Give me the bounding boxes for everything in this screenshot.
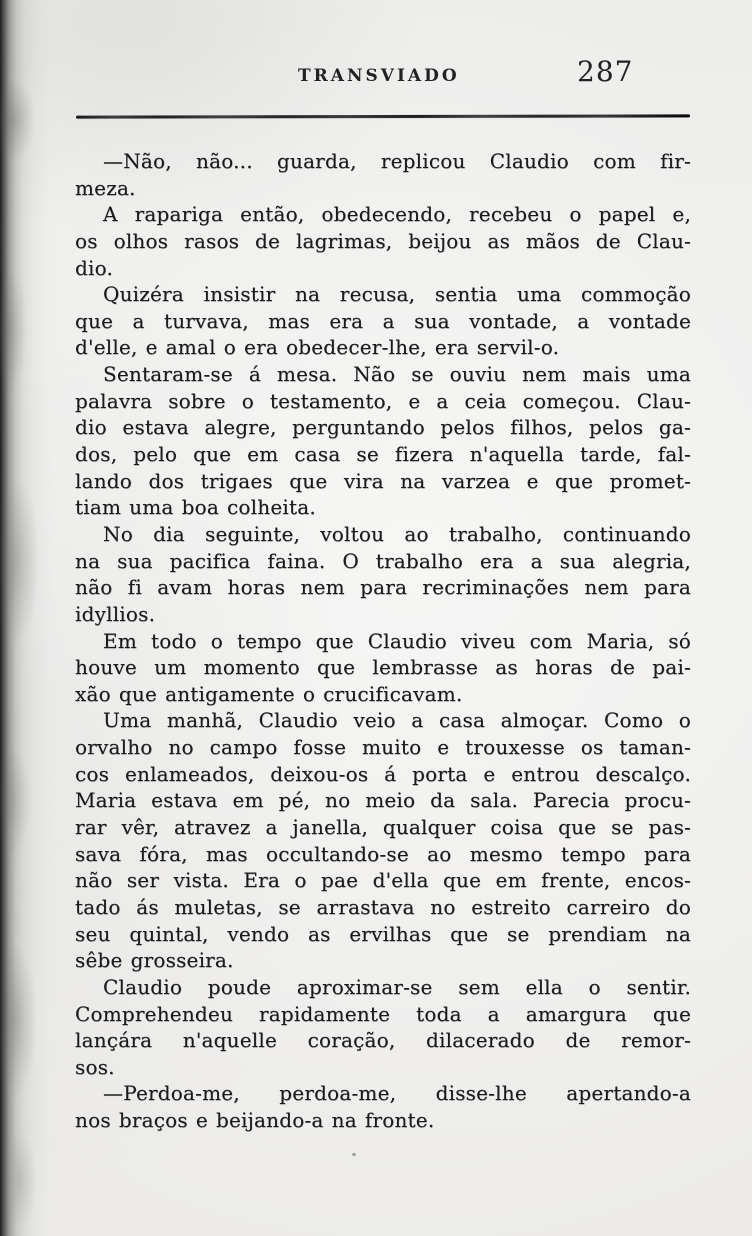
text-line: que a turvava, mas era a sua vontade, a vontade bbox=[75, 308, 691, 333]
text-line: Sentaram-se á mesa. Não se ouviu nem mais uma bbox=[103, 362, 691, 387]
text-line: rar vêr, atravez a janella, qualquer coisa que se pas- bbox=[75, 815, 691, 840]
text-line: —Perdoa-me, perdoa-me, disse-lhe apertando-a bbox=[103, 1081, 691, 1106]
text-line: d'elle, e amal o era obedecer-lhe, era servil-o. bbox=[75, 335, 560, 360]
text-line: palavra sobre o testamento, e a ceia começou. Clau- bbox=[75, 388, 691, 413]
text-line: sos. bbox=[75, 1054, 115, 1079]
text-line: sava fóra, mas occultando-se ao mesmo tempo para bbox=[75, 841, 691, 866]
text-line: meza. bbox=[75, 175, 136, 200]
text-line: dio. bbox=[75, 255, 114, 280]
text-line: os olhos rasos de lagrimas, beijou as mãos de Clau- bbox=[75, 228, 691, 253]
text-line: lançára n'aquelle coração, dilacerado de remor- bbox=[75, 1028, 691, 1053]
text-line: nos braços e beijando-a na fronte. bbox=[75, 1108, 435, 1133]
text-line: orvalho no campo fosse muito e trouxesse os taman- bbox=[75, 735, 691, 760]
text-line: não fi avam horas nem para recriminações nem para bbox=[75, 575, 691, 600]
header-rule bbox=[76, 114, 690, 118]
text-line: na sua pacifica faina. O trabalho era a sua alegria, bbox=[75, 548, 691, 573]
text-line: Quizéra insistir na recusa, sentia uma commoção bbox=[103, 282, 691, 307]
text-line: Comprehendeu rapidamente toda a amargura que bbox=[75, 1001, 691, 1026]
text-line: houve um momento que lembrasse as horas de pai- bbox=[75, 655, 691, 680]
text-line: Uma manhã, Claudio veio a casa almoçar. Como o bbox=[103, 708, 691, 733]
text-line: dos, pelo que em casa se fizera n'aquella tarde, fal- bbox=[75, 442, 691, 467]
page-text bbox=[75, 148, 691, 1134]
text-line: Em todo o tempo que Claudio viveu com Maria, só bbox=[103, 628, 691, 653]
text-line: xão que antigamente o crucificavam. bbox=[75, 681, 463, 706]
text-line: tado ás muletas, se arrastava no estreito carreiro do bbox=[75, 894, 691, 919]
text-line: Maria estava em pé, no meio da sala. Parecia procu- bbox=[75, 788, 691, 813]
text-line: Claudio poude aproximar-se sem ella o sentir. bbox=[103, 974, 691, 999]
running-title: TRANSVIADO bbox=[298, 66, 460, 86]
text-line: não ser vista. Era o pae d'ella que em frente, encos- bbox=[75, 868, 691, 893]
text-line: dio estava alegre, perguntando pelos filhos, pelos ga- bbox=[75, 415, 691, 440]
text-line: lando dos trigaes que vira na varzea e que promet- bbox=[75, 468, 691, 493]
binding-mottle-texture bbox=[0, 0, 70, 1236]
text-line: A rapariga então, obedecendo, recebeu o papel e, bbox=[103, 202, 691, 227]
text-line: tiam uma boa colheita. bbox=[75, 495, 316, 520]
text-line: seu quintal, vendo as ervilhas que se prendiam na bbox=[75, 921, 691, 946]
page-number: 287 bbox=[577, 55, 634, 88]
text-line: —Não, não... guarda, replicou Claudio com fir- bbox=[103, 149, 691, 173]
text-line: idyllios. bbox=[75, 601, 156, 626]
text-line: cos enlameados, deixou-os á porta e entrou descalço. bbox=[75, 761, 691, 786]
ink-speck-artifact bbox=[352, 1153, 356, 1156]
text-line: No dia seguinte, voltou ao trabalho, continuando bbox=[103, 521, 691, 546]
text-line: sêbe grosseira. bbox=[75, 948, 234, 973]
